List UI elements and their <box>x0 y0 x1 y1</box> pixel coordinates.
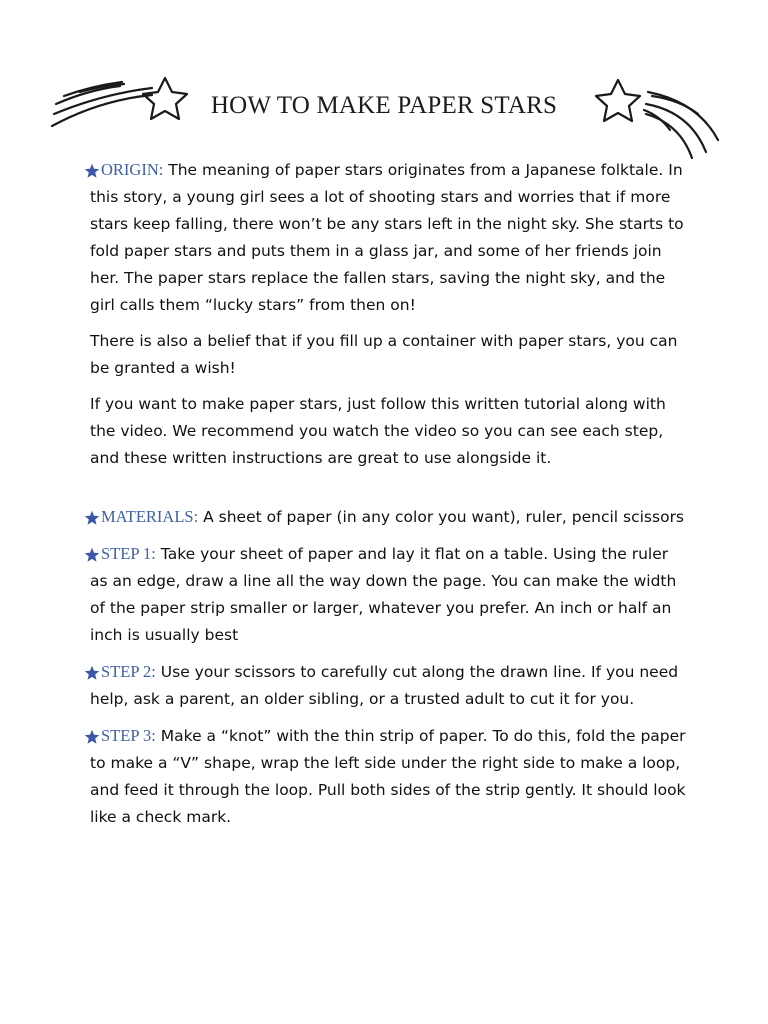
step3-label: STEP 3: <box>101 726 156 745</box>
step2-text: Use your scissors to carefully cut along the drawn line. If you need help, ask a parent, an older sibling, or a trusted adult to cut it for you. <box>90 663 679 708</box>
origin-section <box>90 156 690 319</box>
shooting-star-right-icon <box>580 0 740 170</box>
page-title: HOW TO MAKE PAPER STARS <box>210 92 558 119</box>
step3-text: Make a “knot” with the thin strip of paper. To do this, fold the paper to make a “V” shape, wrap the left side under the right side to make a loop, and feed it through the loop. Pull both sides of the strip gently. It should look like a check mark. <box>90 727 686 826</box>
origin-label: ORIGIN: <box>101 160 164 179</box>
materials-section <box>90 503 690 531</box>
header-decoration <box>0 0 768 150</box>
origin-paragraph <box>90 156 690 319</box>
origin-text: The meaning of paper stars originates from a Japanese folktale. In this story, a young girl sees a lot of shooting stars and worries that if more stars keep falling, there won’t be any stars left in the night sky. She starts to fold paper stars and puts them in a glass jar, and some of her friends join her. The paper stars replace the fallen stars, saving the night sky, and the girl calls them “lucky stars” from then on! <box>90 161 684 314</box>
blue-star-icon <box>84 665 100 681</box>
step3-section <box>90 722 690 831</box>
step3-paragraph <box>90 722 690 831</box>
step1-text: Take your sheet of paper and lay it flat on a table. Using the ruler as an edge, draw a line all the way down the page. You can make the width of the paper strip smaller or larger, whatever you prefer. An inch or half an inch is usually best <box>90 545 677 644</box>
step1-section <box>90 540 690 649</box>
blue-star-icon <box>84 510 100 526</box>
document-body <box>90 156 690 840</box>
step2-paragraph <box>90 658 690 713</box>
blue-star-icon <box>84 729 100 745</box>
materials-text: A sheet of paper (in any color you want), ruler, pencil scissors <box>203 508 685 526</box>
step1-paragraph <box>90 540 690 649</box>
tutorial-paragraph: If you want to make paper stars, just follow this written tutorial along with the video. We recommend you watch the video so you can see each step, and these written instructions are great to use alongside it. <box>90 395 666 467</box>
blue-star-icon <box>84 163 100 179</box>
belief-paragraph: There is also a belief that if you fill up a container with paper stars, you can be granted a wish! <box>90 332 678 377</box>
shooting-star-left-icon <box>40 0 200 150</box>
step2-section <box>90 658 690 713</box>
step1-label: STEP 1: <box>101 544 156 563</box>
materials-paragraph <box>90 503 690 531</box>
materials-label: MATERIALS: <box>101 507 199 526</box>
blue-star-icon <box>84 547 100 563</box>
step2-label: STEP 2: <box>101 662 156 681</box>
